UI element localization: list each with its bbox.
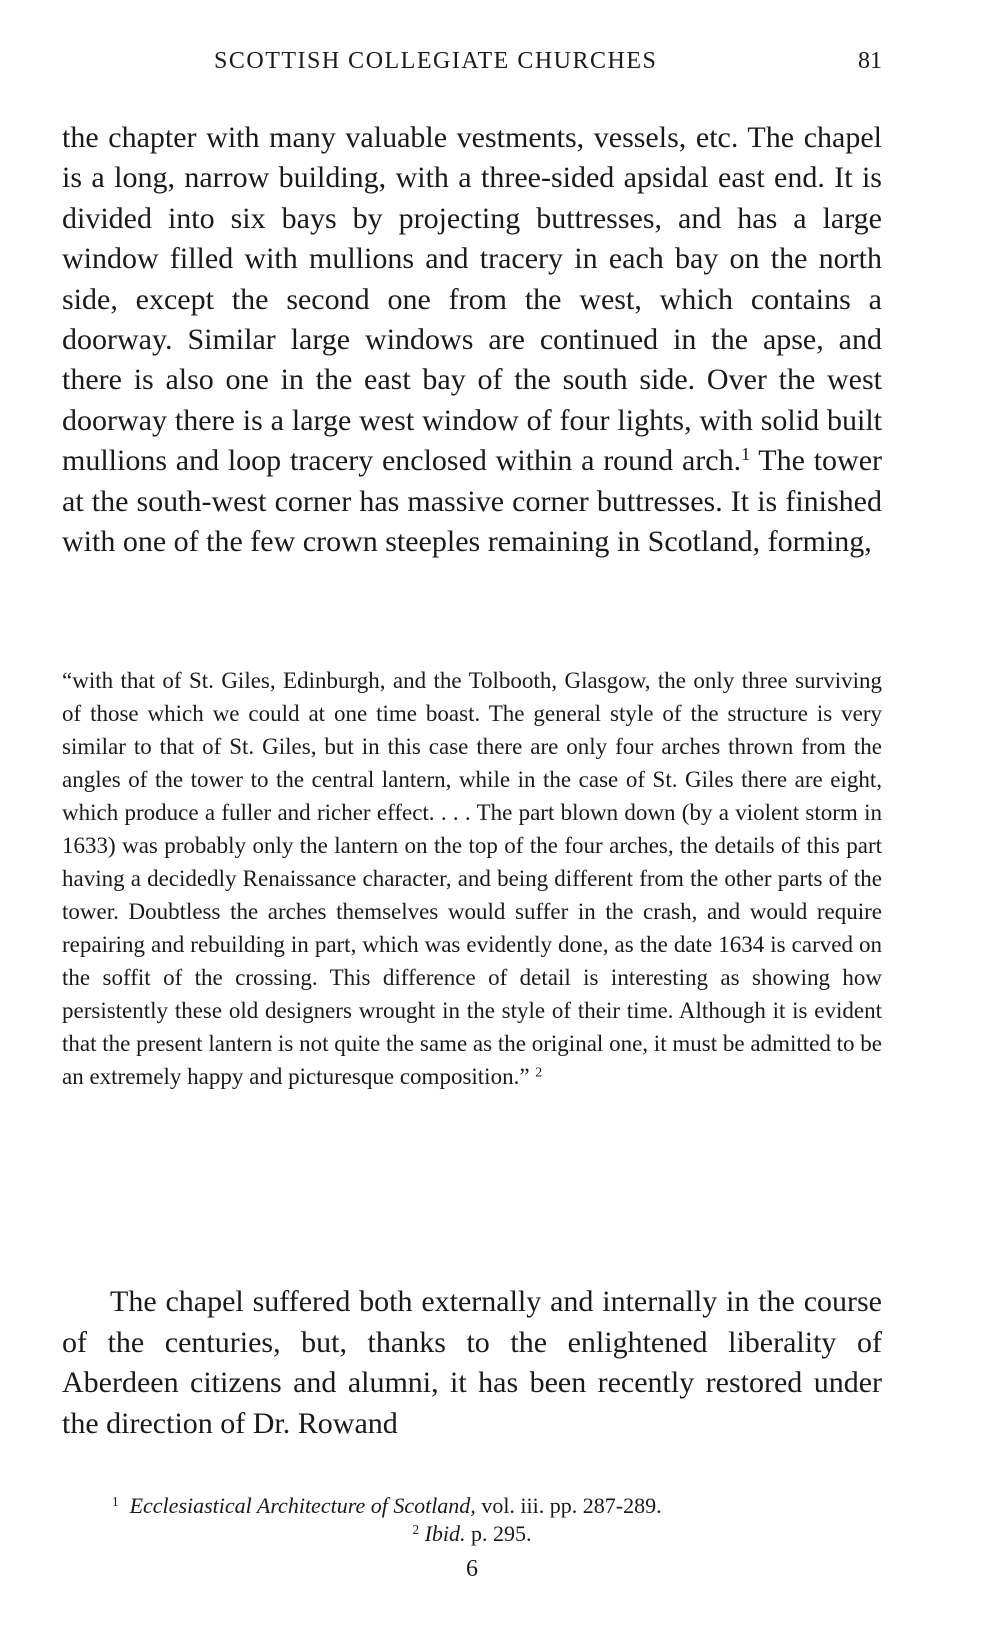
signature-mark: 6: [466, 1556, 478, 1582]
footnote-2-title: Ibid.: [424, 1521, 466, 1546]
paragraph-1-continued: The tower at the south-west corner has massive corner buttresses. It is finished with one of the few crown steeples remaining in Scotland, forming,: [62, 444, 883, 559]
footnote-ref-1: 1: [741, 444, 751, 465]
running-head: [62, 48, 882, 88]
block-quote: [62, 664, 882, 1093]
running-title: SCOTTISH COLLEGIATE CHURCHES: [214, 48, 658, 74]
footnote-1-title: Ecclesiastical Architecture of Scotland,: [129, 1493, 476, 1518]
footnote-2-details: p. 295.: [465, 1521, 532, 1546]
paragraph-1-text: the chapter with many valuable vestments, vessels, etc. The chapel is a long, narrow building, with a three-sided apsidal east end. It is divided into six bays by projecting buttresses, and has a large window filled with mullions and tracery in each bay on the north side, except the second one from the west, which contains a doorway. Similar large windows are continued in the apse, and there is also one in the east bay of the south side. Over the west doorway there is a large west window of four lights, with solid built mullions and loop tracery enclosed within a round arch.: [62, 121, 882, 478]
footnote-1-mark: 1: [112, 1493, 119, 1509]
quote-text: “with that of St. Giles, Edinburgh, and the Tolbooth, Glasgow, the only three surviving of those which we could at one time boast. The general style of the structure is very similar to that of St. Giles, but in this case there are only four arches thrown from the angles of the tower to the central lantern, while in the case of St. Giles there are eight, which produce a fuller and richer effect. . . . The part blown down (by a violent storm in 1633) was probably only the lantern on the top of the four arches, the details of this part having a decidedly Renaissance character, and being different from the other parts of the tower. Doubtless the arches themselves would suffer in the crash, and would require repairing and rebuilding in part, which was evidently done, as the date 1634 is carved on the soffit of the crossing. This difference of detail is interesting as showing how persistently these old designers wrought in the style of their time. Although it is evident that the present lantern is not quite the same as the original one, it must be admitted to be an extremely happy and picturesque composition.”: [62, 668, 882, 1089]
footnote-2: [62, 1520, 882, 1548]
footnote-2-mark: 2: [412, 1521, 420, 1537]
page-number: 81: [858, 48, 882, 74]
paragraph-2: The chapel suffered both externally and internally in the course of the centuries, but, thanks to the enlightened liberality of Aberdeen citizens and alumni, it has been recently restored under the direction of Dr. Rowand: [62, 1285, 882, 1440]
paragraph-1: [62, 118, 882, 562]
footnote-ref-2: 2: [535, 1064, 543, 1080]
footnote-1-details: vol. iii. pp. 287-289.: [475, 1493, 662, 1518]
footnote-1: [62, 1492, 882, 1520]
footnotes: [62, 1492, 882, 1548]
